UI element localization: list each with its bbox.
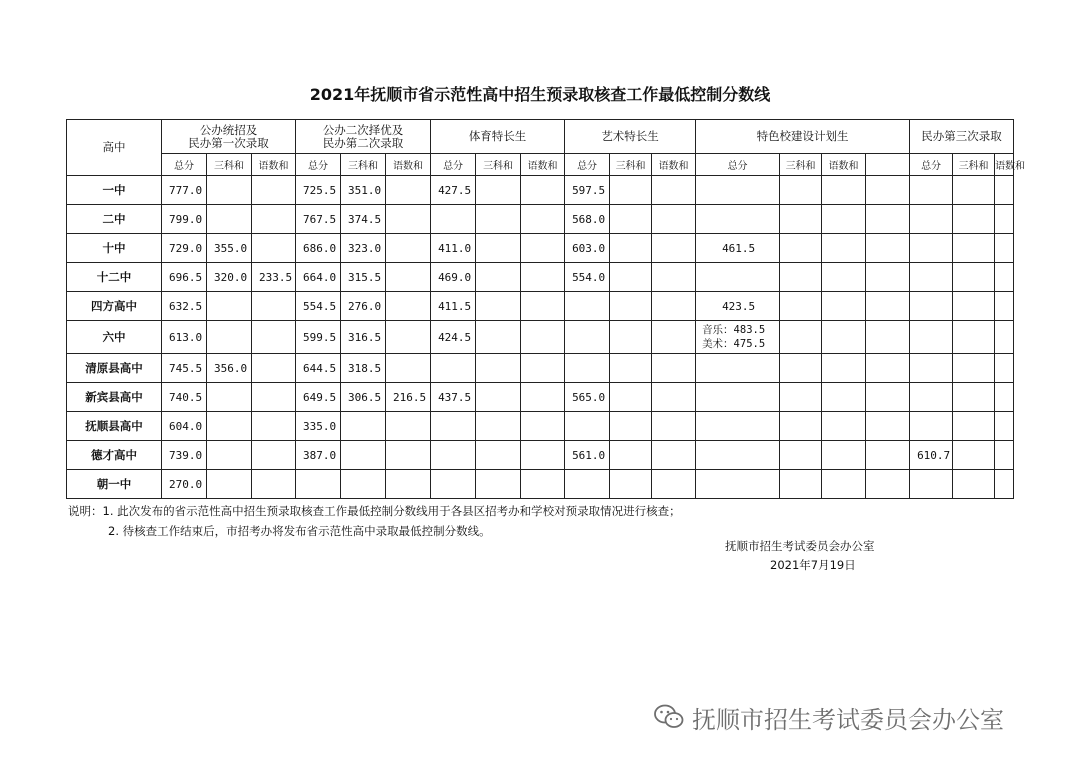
- group-header: 公办二次择优及 民办第二次录取: [296, 120, 431, 154]
- score-cell: [910, 383, 953, 412]
- score-cell: 664.0: [296, 263, 341, 292]
- group-header: 公办统招及 民办第一次录取: [162, 120, 296, 154]
- tese-line: 美术：475.5: [702, 338, 766, 350]
- school-name: 四方高中: [67, 292, 162, 321]
- score-cell: [207, 412, 252, 441]
- score-cell: 387.0: [296, 441, 341, 470]
- score-cell: [822, 205, 866, 234]
- score-cell: [610, 470, 652, 499]
- score-cell: [386, 441, 431, 470]
- sub-header-total: 总分: [296, 154, 341, 176]
- sub-header-three: 三科和: [610, 154, 652, 176]
- score-cell: [431, 354, 476, 383]
- score-cell: [341, 470, 386, 499]
- score-cell: [822, 383, 866, 412]
- score-cell: 318.5: [341, 354, 386, 383]
- table-row: [67, 383, 1014, 412]
- group-header: 特色校建设计划生: [696, 120, 910, 154]
- sub-header-three: 三科和: [341, 154, 386, 176]
- score-cell: 411.5: [431, 292, 476, 321]
- score-cell: 276.0: [341, 292, 386, 321]
- watermark: [654, 702, 1004, 732]
- score-cell: [207, 321, 252, 354]
- score-cell: [652, 176, 696, 205]
- score-cell: [910, 470, 953, 499]
- table-row: [67, 321, 1014, 354]
- score-cell: 644.5: [296, 354, 341, 383]
- score-cell-blank: [866, 176, 910, 205]
- score-cell: [652, 292, 696, 321]
- score-cell: [822, 263, 866, 292]
- score-cell: [521, 176, 565, 205]
- score-cell: [652, 234, 696, 263]
- issue-date: 2021年7月19日: [770, 558, 856, 572]
- score-cell: 355.0: [207, 234, 252, 263]
- score-cell: [822, 234, 866, 263]
- score-cell: [652, 412, 696, 441]
- score-cell: 323.0: [341, 234, 386, 263]
- score-cell: [780, 441, 822, 470]
- score-cell: [995, 321, 1014, 354]
- wechat-icon: [654, 704, 684, 730]
- score-cell: [476, 176, 521, 205]
- score-cell: [652, 441, 696, 470]
- sub-header-three: 三科和: [953, 154, 995, 176]
- score-cell: [476, 263, 521, 292]
- score-cell-blank: [866, 470, 910, 499]
- score-cell: 599.5: [296, 321, 341, 354]
- score-cell: [953, 176, 995, 205]
- score-cell: [652, 321, 696, 354]
- score-cell: [386, 176, 431, 205]
- sub-header-blank: [866, 154, 910, 176]
- score-cell: [431, 205, 476, 234]
- score-cell: [207, 205, 252, 234]
- score-cell: [252, 383, 296, 412]
- sub-header-total: 总分: [696, 154, 780, 176]
- score-cell-blank: [866, 321, 910, 354]
- score-cell: [780, 412, 822, 441]
- score-cell: [521, 412, 565, 441]
- score-cell: [565, 412, 610, 441]
- score-cell-blank: [866, 412, 910, 441]
- score-cell: [822, 470, 866, 499]
- score-cell: [953, 412, 995, 441]
- score-cell: 270.0: [162, 470, 207, 499]
- score-cell: 604.0: [162, 412, 207, 441]
- score-cell: [565, 321, 610, 354]
- score-cell: [953, 205, 995, 234]
- score-cell: [780, 470, 822, 499]
- score-cell: 469.0: [431, 263, 476, 292]
- score-cell: [386, 292, 431, 321]
- score-cell: [610, 354, 652, 383]
- score-cell: 610.7: [910, 441, 953, 470]
- score-cell: [822, 292, 866, 321]
- score-cell: [341, 441, 386, 470]
- score-cell: [296, 470, 341, 499]
- score-cell: 739.0: [162, 441, 207, 470]
- score-cell: [995, 470, 1014, 499]
- score-cell: [476, 234, 521, 263]
- score-cell: [953, 321, 995, 354]
- score-cell: [207, 176, 252, 205]
- score-cell: [252, 470, 296, 499]
- score-cell: [953, 263, 995, 292]
- score-cell: [207, 441, 252, 470]
- score-cell: [207, 383, 252, 412]
- score-cell: [995, 234, 1014, 263]
- sub-header-total: 总分: [162, 154, 207, 176]
- score-cell: [953, 234, 995, 263]
- score-cell-tese: [696, 205, 780, 234]
- score-cell: [822, 176, 866, 205]
- score-cell-tese: [696, 412, 780, 441]
- score-cell: [610, 234, 652, 263]
- table-row: [67, 176, 1014, 205]
- score-cell: [652, 205, 696, 234]
- score-cell: [252, 292, 296, 321]
- table-row: [67, 205, 1014, 234]
- score-cell: [610, 292, 652, 321]
- note-line-1: 说明：1. 此次发布的省示范性高中招生预录取核查工作最低控制分数线用于各县区招考办和学校对预录取情况进行核查；: [68, 504, 681, 518]
- score-cell: [476, 383, 521, 412]
- score-cell: 568.0: [565, 205, 610, 234]
- score-cell: [207, 292, 252, 321]
- score-cell: 632.5: [162, 292, 207, 321]
- score-cell: 216.5: [386, 383, 431, 412]
- sub-header-total: 总分: [910, 154, 953, 176]
- school-name: 十中: [67, 234, 162, 263]
- school-header: 高中: [67, 120, 162, 176]
- score-cell: [610, 205, 652, 234]
- score-cell: 613.0: [162, 321, 207, 354]
- score-cell: 320.0: [207, 263, 252, 292]
- score-cell: 686.0: [296, 234, 341, 263]
- score-cell: 351.0: [341, 176, 386, 205]
- table-row: [67, 441, 1014, 470]
- score-cell: [995, 205, 1014, 234]
- score-cell-tese: [696, 470, 780, 499]
- score-cell: [652, 470, 696, 499]
- score-cell: 597.5: [565, 176, 610, 205]
- note-line-2: 2. 待核查工作结束后，市招考办将发布省示范性高中录取最低控制分数线。: [108, 524, 491, 538]
- score-cell: 740.5: [162, 383, 207, 412]
- table-row: [67, 263, 1014, 292]
- score-cell: 725.5: [296, 176, 341, 205]
- score-cell: [780, 176, 822, 205]
- sub-header-yushu: 语数和: [252, 154, 296, 176]
- school-name: 六中: [67, 321, 162, 354]
- issuer: 抚顺市招生考试委员会办公室: [725, 539, 875, 553]
- score-cell: 565.0: [565, 383, 610, 412]
- score-cell: [910, 176, 953, 205]
- score-cell: [780, 234, 822, 263]
- score-cell: [521, 470, 565, 499]
- score-cell-blank: [866, 205, 910, 234]
- sub-header-three: 三科和: [780, 154, 822, 176]
- score-cell: [431, 441, 476, 470]
- score-cell: [207, 470, 252, 499]
- score-cell: [910, 354, 953, 383]
- school-name: 清原县高中: [67, 354, 162, 383]
- score-cell: 745.5: [162, 354, 207, 383]
- score-cell: 427.5: [431, 176, 476, 205]
- score-cell: [822, 441, 866, 470]
- school-name: 德才高中: [67, 441, 162, 470]
- score-cell-tese: [696, 354, 780, 383]
- score-cell: [521, 234, 565, 263]
- sub-header-three: 三科和: [207, 154, 252, 176]
- score-cell: [652, 263, 696, 292]
- score-cell: [476, 321, 521, 354]
- score-cell: [386, 234, 431, 263]
- score-cell: [995, 412, 1014, 441]
- table-row: [67, 470, 1014, 499]
- watermark-text: 抚顺市招生考试委员会办公室: [692, 705, 1004, 734]
- table-row: [67, 292, 1014, 321]
- score-cell: [386, 354, 431, 383]
- score-cell: [910, 263, 953, 292]
- score-cell: 411.0: [431, 234, 476, 263]
- score-cell: [910, 412, 953, 441]
- score-cell: [521, 263, 565, 292]
- table-row: [67, 412, 1014, 441]
- score-cell: [780, 321, 822, 354]
- score-cell: [386, 470, 431, 499]
- score-cell: [386, 412, 431, 441]
- score-cell: [652, 383, 696, 412]
- document-title: 2021年抚顺市省示范性高中招生预录取核查工作最低控制分数线: [309, 85, 771, 104]
- sub-header-three: 三科和: [476, 154, 521, 176]
- score-cell: [910, 321, 953, 354]
- score-cell: [521, 205, 565, 234]
- score-cell: [780, 354, 822, 383]
- score-cell: [565, 354, 610, 383]
- score-cell: [610, 263, 652, 292]
- score-cell: 767.5: [296, 205, 341, 234]
- score-cell-tese: [696, 441, 780, 470]
- score-table: [66, 119, 1026, 499]
- score-cell: [610, 383, 652, 412]
- score-cell: [822, 412, 866, 441]
- score-cell: [610, 441, 652, 470]
- score-cell: [953, 383, 995, 412]
- score-cell: [910, 234, 953, 263]
- score-cell: [780, 383, 822, 412]
- score-cell: [252, 354, 296, 383]
- score-cell-blank: [866, 441, 910, 470]
- tese-line: 音乐：483.5: [702, 324, 766, 336]
- score-cell: [953, 292, 995, 321]
- score-cell: [953, 441, 995, 470]
- score-cell: 649.5: [296, 383, 341, 412]
- score-cell-tese: [696, 321, 780, 354]
- score-cell: [476, 412, 521, 441]
- score-cell-blank: [866, 383, 910, 412]
- score-cell: [521, 321, 565, 354]
- score-cell: [252, 441, 296, 470]
- sub-header-yushu: 语数和: [521, 154, 565, 176]
- score-cell: [386, 321, 431, 354]
- score-cell: 554.0: [565, 263, 610, 292]
- score-cell: [910, 205, 953, 234]
- table-row: [67, 234, 1014, 263]
- score-cell: [431, 470, 476, 499]
- score-cell: [565, 470, 610, 499]
- score-cell: 561.0: [565, 441, 610, 470]
- score-cell: 424.5: [431, 321, 476, 354]
- school-name: 二中: [67, 205, 162, 234]
- score-cell-blank: [866, 234, 910, 263]
- score-cell-blank: [866, 354, 910, 383]
- score-cell: [252, 176, 296, 205]
- score-cell-tese: [696, 383, 780, 412]
- score-cell: 356.0: [207, 354, 252, 383]
- score-cell: 306.5: [341, 383, 386, 412]
- score-cell: [386, 263, 431, 292]
- notes: [68, 501, 681, 541]
- score-cell: [780, 292, 822, 321]
- sub-header-yushu: 语数和: [652, 154, 696, 176]
- score-cell: [252, 321, 296, 354]
- score-cell: [431, 412, 476, 441]
- sub-header-yushu: 语数和: [386, 154, 431, 176]
- sub-header-yushu: 语数和: [822, 154, 866, 176]
- score-cell: [476, 354, 521, 383]
- score-cell: [565, 292, 610, 321]
- school-name: 朝一中: [67, 470, 162, 499]
- score-cell: [252, 412, 296, 441]
- score-cell: [995, 383, 1014, 412]
- sub-header-total: 总分: [565, 154, 610, 176]
- score-cell: 696.5: [162, 263, 207, 292]
- group-header: 民办第三次录取: [910, 120, 1014, 154]
- sub-header-total: 总分: [431, 154, 476, 176]
- score-cell: [995, 176, 1014, 205]
- score-cell: 315.5: [341, 263, 386, 292]
- score-cell: [476, 292, 521, 321]
- score-cell: [476, 205, 521, 234]
- score-cell: [341, 412, 386, 441]
- score-cell-blank: [866, 292, 910, 321]
- score-cell-tese: [696, 263, 780, 292]
- score-cell-tese: 461.5: [696, 234, 780, 263]
- score-cell: [995, 292, 1014, 321]
- score-cell: 554.5: [296, 292, 341, 321]
- score-cell: [822, 321, 866, 354]
- score-cell: 316.5: [341, 321, 386, 354]
- score-cell: 233.5: [252, 263, 296, 292]
- score-cell: [521, 354, 565, 383]
- score-cell: [521, 441, 565, 470]
- score-cell: [995, 354, 1014, 383]
- score-cell: [386, 205, 431, 234]
- score-cell: [521, 383, 565, 412]
- score-cell: 603.0: [565, 234, 610, 263]
- score-cell: 777.0: [162, 176, 207, 205]
- score-cell: [610, 176, 652, 205]
- school-name: 抚顺县高中: [67, 412, 162, 441]
- score-cell: [780, 263, 822, 292]
- school-name: 新宾县高中: [67, 383, 162, 412]
- score-cell: [780, 205, 822, 234]
- score-cell: 799.0: [162, 205, 207, 234]
- score-cell-tese: [696, 176, 780, 205]
- score-cell: [521, 292, 565, 321]
- score-cell: 374.5: [341, 205, 386, 234]
- score-cell: 729.0: [162, 234, 207, 263]
- group-header: 体育特长生: [431, 120, 565, 154]
- score-cell: 335.0: [296, 412, 341, 441]
- score-cell: [953, 470, 995, 499]
- score-cell: [610, 321, 652, 354]
- score-cell: [652, 354, 696, 383]
- score-cell: [995, 263, 1014, 292]
- score-cell: [822, 354, 866, 383]
- school-name: 十二中: [67, 263, 162, 292]
- sub-header-yushu: 语数和: [995, 154, 1014, 176]
- score-cell: [995, 441, 1014, 470]
- score-cell-blank: [866, 263, 910, 292]
- score-cell: [252, 205, 296, 234]
- group-header: 艺术特长生: [565, 120, 696, 154]
- score-cell: 437.5: [431, 383, 476, 412]
- score-cell: [953, 354, 995, 383]
- score-cell: [610, 412, 652, 441]
- table-row: [67, 354, 1014, 383]
- score-cell: [476, 470, 521, 499]
- score-cell-tese: 423.5: [696, 292, 780, 321]
- school-name: 一中: [67, 176, 162, 205]
- score-cell: [910, 292, 953, 321]
- score-cell: [252, 234, 296, 263]
- score-cell: [476, 441, 521, 470]
